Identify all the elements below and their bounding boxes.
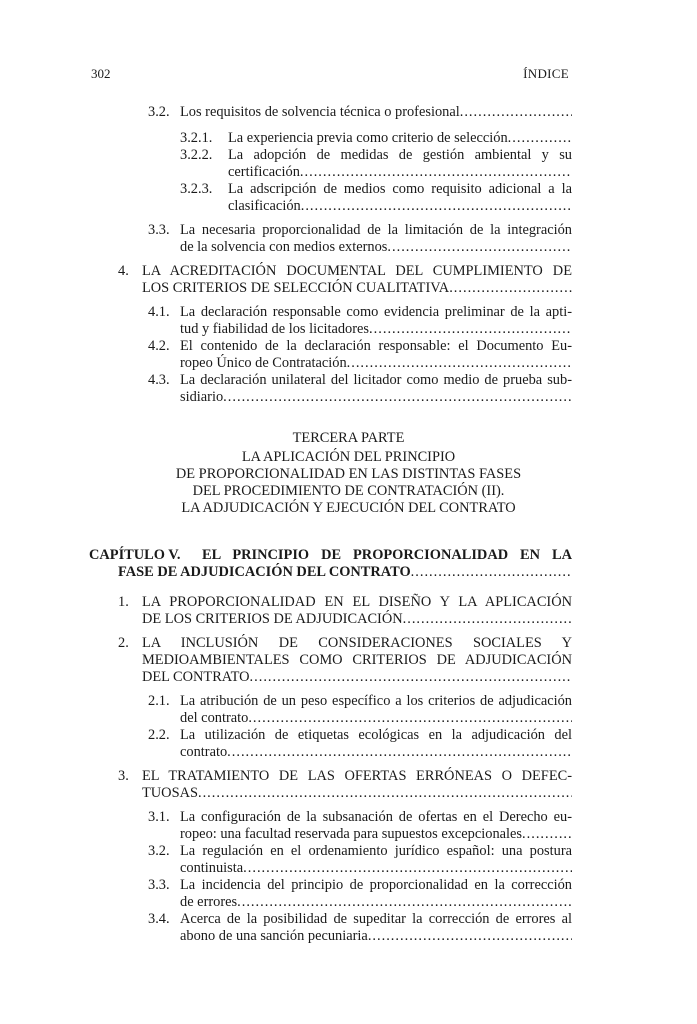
toc-entry-title-cont: ropeo: una facultad reservada para supuestos excepcionales ..... — [180, 826, 572, 843]
toc-entry-title: La adopción de medidas de gestión ambiental y su — [228, 147, 572, 163]
toc-entry-title-cont: del contrato ..... — [180, 710, 572, 727]
toc-entry-title: La incidencia del principio de proporcionalidad en la corrección — [180, 877, 572, 893]
toc-entry-title-cont: MEDIOAMBIENTALES COMO CRITERIOS DE ADJUDICACIÓN — [142, 652, 572, 668]
toc-entry-number: 3.1. — [148, 809, 170, 825]
toc-entry-title-cont: ropeo Único de Contratación ..... — [180, 355, 572, 372]
toc-entry-number: 4. — [118, 263, 129, 279]
toc-entry-title: La atribución de un peso específico a los criterios de adjudicación — [180, 693, 572, 709]
toc-entry-number: 4.3. — [148, 372, 170, 388]
toc-entry-title-cont: tud y fiabilidad de los licitadores ..... — [180, 321, 572, 338]
toc-entry-number: 2. — [118, 635, 129, 651]
toc-entry-title-cont: contrato ..... — [180, 744, 572, 761]
part-title-line: DEL PROCEDIMIENTO DE CONTRATACIÓN (II). — [192, 483, 505, 499]
chapter-title-cont: FASE DE ADJUDICACIÓN DEL CONTRATO ..... — [118, 564, 572, 581]
toc-entry-title: LA ACREDITACIÓN DOCUMENTAL DEL CUMPLIMIENTO DE — [142, 263, 572, 279]
toc-entry-title: El contenido de la declaración responsable: el Documento Eu- — [180, 338, 572, 354]
toc-entry-number: 3.2.2. — [180, 147, 213, 163]
toc-entry-title-cont: DE LOS CRITERIOS DE ADJUDICACIÓN ..... — [142, 611, 572, 628]
part-title-line: LA APLICACIÓN DEL PRINCIPIO — [241, 449, 456, 465]
toc-entry-title: La declaración unilateral del licitador como medio de prueba sub- — [180, 372, 572, 388]
toc-entry-title: La declaración responsable como evidencia preliminar de la apti- — [180, 304, 572, 320]
toc-entry-title: EL TRATAMIENTO DE LAS OFERTAS ERRÓNEAS O DEFEC- — [142, 768, 572, 784]
toc-entry-number: 2.1. — [148, 693, 170, 709]
toc-entry-title-cont: DEL CONTRATO ..... — [142, 669, 572, 686]
chapter-title: EL PRINCIPIO DE PROPORCIONALIDAD EN LA — [202, 547, 572, 563]
toc-entry-number: 3.2.1. — [180, 130, 213, 146]
toc-entry-title-cont: sidiario ..... — [180, 389, 572, 406]
toc-entry-title-cont: LOS CRITERIOS DE SELECCIÓN CUALITATIVA ..... — [142, 280, 572, 297]
running-head: ÍNDICE — [523, 66, 569, 81]
toc-entry-number: 4.2. — [148, 338, 170, 354]
toc-entry-title-cont: clasificación ..... — [228, 198, 572, 215]
part-title-line: LA ADJUDICACIÓN Y EJECUCIÓN DEL CONTRATO — [181, 500, 516, 516]
chapter-number: CAPÍTULO V. — [89, 547, 181, 563]
toc-entry-title: La utilización de etiquetas ecológicas en la adjudicación del — [180, 727, 572, 743]
toc-entry-title: La necesaria proporcionalidad de la limitación de la integración — [180, 222, 572, 238]
toc-entry-number: 3.2. — [148, 843, 170, 859]
toc-entry-title-cont: abono de una sanción pecuniaria ..... — [180, 928, 572, 945]
toc-entry-title-cont: de errores ..... — [180, 894, 572, 911]
toc-entry-number: 3.4. — [148, 911, 170, 927]
toc-entry-number: 3.3. — [148, 222, 170, 238]
toc-entry-title: La experiencia previa como criterio de selección ..... — [228, 130, 572, 147]
toc-entry-number: 3. — [118, 768, 129, 784]
toc-entry-title-cont: TUOSAS ..... — [142, 785, 572, 802]
toc-entry-title-cont: certificación ..... — [228, 164, 572, 181]
toc-entry-title: Los requisitos de solvencia técnica o profesional ..... — [180, 104, 572, 121]
toc-entry-title: La regulación en el ordenamiento jurídico español: una postura — [180, 843, 572, 859]
toc-entry-number: 3.3. — [148, 877, 170, 893]
page-number: 302 — [91, 66, 111, 81]
toc-entry-title: LA INCLUSIÓN DE CONSIDERACIONES SOCIALES Y — [142, 635, 572, 651]
toc-entry-title: La adscripción de medios como requisito adicional a la — [228, 181, 572, 197]
toc-entry-title: Acerca de la posibilidad de supeditar la corrección de errores al — [180, 911, 572, 927]
toc-entry-number: 3.2.3. — [180, 181, 213, 197]
part-title-line: DE PROPORCIONALIDAD EN LAS DISTINTAS FASES — [175, 466, 522, 482]
toc-entry-title: LA PROPORCIONALIDAD EN EL DISEÑO Y LA APLICACIÓN — [142, 594, 572, 610]
toc-entry-number: 2.2. — [148, 727, 170, 743]
toc-entry-number: 1. — [118, 594, 129, 610]
toc-entry-title: La configuración de la subsanación de ofertas en el Derecho eu- — [180, 809, 572, 825]
toc-entry-number: 4.1. — [148, 304, 170, 320]
toc-entry-title-cont: de la solvencia con medios externos ..... — [180, 239, 572, 256]
toc-entry-title-cont: continuista ..... — [180, 860, 572, 877]
part-label: TERCERA PARTE — [292, 430, 405, 446]
toc-entry-number: 3.2. — [148, 104, 170, 120]
